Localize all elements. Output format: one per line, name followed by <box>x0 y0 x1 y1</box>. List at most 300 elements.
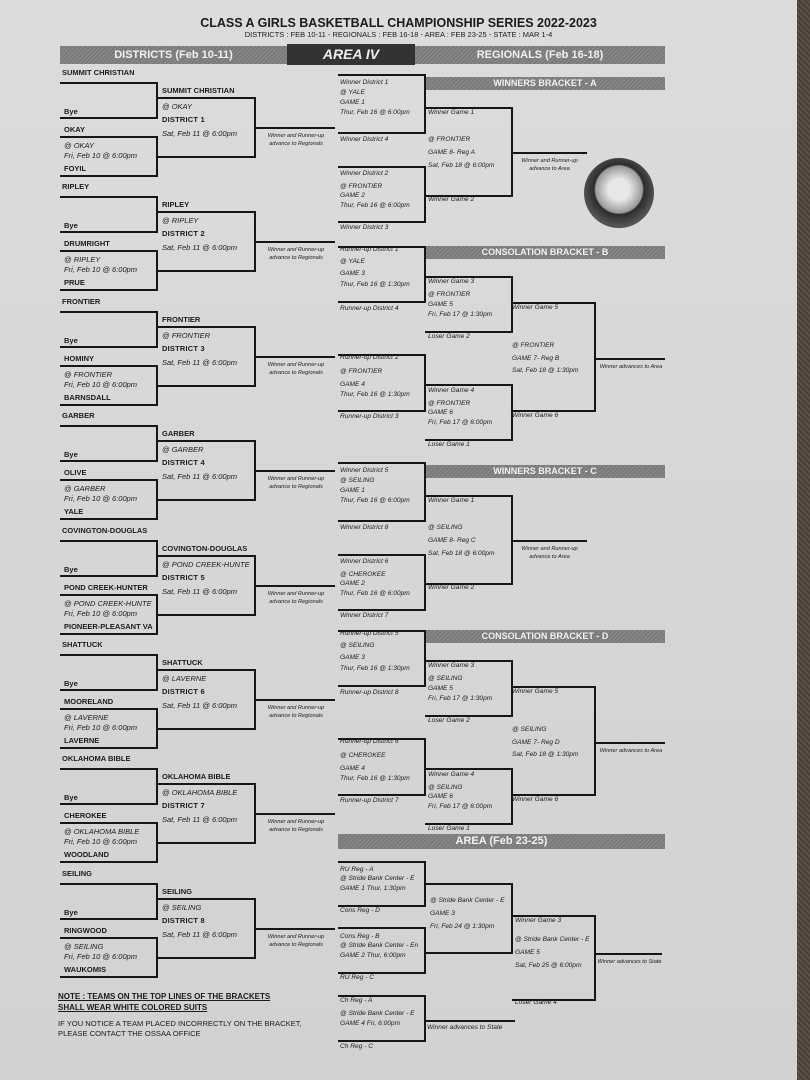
bracket-line <box>156 311 158 348</box>
area-game-4-top-slot: Ch Reg - A <box>340 997 373 1004</box>
game-host-site: @ GARBER <box>64 484 106 494</box>
first-round-team: SHATTUCK <box>62 640 103 649</box>
consolation-semi-b-host-site: @ FRONTIER <box>428 400 471 407</box>
bracket-line <box>338 520 425 522</box>
consolation-semi-b-game-label: GAME 6 <box>428 793 453 800</box>
bracket-line <box>338 861 425 863</box>
bracket-line <box>512 540 587 542</box>
consolation-game-a-bottom-slot: Runner-up District 8 <box>340 689 399 696</box>
bracket-line <box>424 630 426 687</box>
area-game-2-bottom-slot: RU Reg - C <box>340 974 375 981</box>
game-bottom-team: PRUE <box>64 278 85 288</box>
game-top-team: CHEROKEE <box>64 811 107 821</box>
ossaa-logo-seal <box>584 158 654 228</box>
bracket-line <box>425 952 512 954</box>
advance-note: Winner and Runner-up advance to Area <box>521 158 578 172</box>
bracket-line <box>157 211 255 213</box>
advance-note: Winner advances to Area <box>599 364 663 370</box>
game-top-team: DRUMRIGHT <box>64 239 110 249</box>
area-game-4-host-site: @ Stride Bank Center - E <box>340 1010 415 1017</box>
bracket-line <box>424 995 426 1042</box>
bracket-line <box>338 74 425 76</box>
contact-line-2: PLEASE CONTACT THE OSSAA OFFICE <box>58 1029 201 1038</box>
game-host-site: @ POND CREEK-HUNTE <box>64 598 152 608</box>
game-date: Fri, Feb 10 @ 6:00pm <box>64 494 138 504</box>
bracket-line <box>60 708 157 710</box>
area-game-5-host-site: @ Stride Bank Center - E <box>515 936 590 943</box>
game-bottom-team: FOYIL <box>64 164 87 173</box>
consolation-semi-a-game-label: GAME 5 <box>428 301 453 308</box>
advance-note: Winner advances to State <box>597 959 662 965</box>
bracket-line <box>255 356 335 358</box>
note-line-1: NOTE : TEAMS ON THE TOP LINES OF THE BRACKETS <box>58 992 271 1001</box>
consolation-game-a-top-slot: Runner-up District 1 <box>340 246 399 253</box>
bracket-line <box>157 614 255 616</box>
bracket-line <box>156 82 158 119</box>
bracket-line <box>255 127 335 129</box>
consolation-bracket-header: CONSOLATION BRACKET - B <box>425 246 665 259</box>
game-b-game-label: GAME 2 <box>340 192 365 199</box>
consolation-semi-a-date: Fri, Feb 17 @ 1:30pm <box>428 695 493 702</box>
consolation-semi-b-bottom-slot: Loser Game 1 <box>428 441 470 448</box>
consolation-semi-a-bottom-slot: Loser Game 2 <box>428 717 470 724</box>
district-final-date: Sat, Feb 11 @ 6:00pm <box>162 472 238 482</box>
bracket-line <box>60 883 157 885</box>
area-game-4-bottom-slot: Ch Reg - C <box>340 1043 373 1050</box>
consolation-game-b-game-label: GAME 4 <box>340 765 365 772</box>
game-host-site: @ OKAY <box>64 141 94 150</box>
first-round-team: SUMMIT CHRISTIAN <box>62 68 135 77</box>
bracket-line <box>594 915 596 1001</box>
game-a-host-site: @ SEILING <box>340 477 375 484</box>
bracket-line <box>424 246 426 303</box>
regional-final-bottom-slot: Winner Game 2 <box>428 196 475 203</box>
game-date: Fri, Feb 10 @ 6:00pm <box>64 151 138 160</box>
winners-bracket-header: WINNERS BRACKET - A <box>425 77 665 90</box>
game-a-top-slot: Winner District 5 <box>340 467 389 474</box>
first-round-team: OKLAHOMA BIBLE <box>62 754 131 764</box>
bracket-line <box>338 554 425 556</box>
game-host-site: @ OKLAHOMA BIBLE <box>64 827 140 837</box>
area-header: AREA (Feb 23-25) <box>338 834 665 849</box>
advance-note: Winner and Runner-up advance to Regionals <box>267 933 325 948</box>
consolation-game-b-top-slot: Runner-up District 2 <box>340 354 399 361</box>
game-bottom-team: LAVERNE <box>64 736 100 745</box>
consolation-final-game-label: GAME 7- Reg D <box>512 739 560 746</box>
bye-label: Bye <box>64 564 78 574</box>
bracket-line <box>338 132 425 134</box>
district-host-site: @ FRONTIER <box>162 330 211 340</box>
district-final-team: SEILING <box>162 886 193 896</box>
bye-label: Bye <box>64 221 78 231</box>
bracket-line <box>60 404 157 406</box>
bracket-line <box>255 470 335 472</box>
bracket-line <box>338 301 425 303</box>
district-final-team: GARBER <box>162 429 195 439</box>
consolation-semi-b-date: Fri, Feb 17 @ 6:00pm <box>428 803 493 810</box>
district-final-date: Sat, Feb 11 @ 6:00pm <box>162 357 238 367</box>
bracket-line <box>60 654 157 656</box>
game-a-host-site: @ YALE <box>340 89 365 96</box>
bracket-line <box>60 540 157 542</box>
district-host-site: @ SEILING <box>162 902 202 912</box>
advance-note: Winner and Runner-up advance to Area <box>521 546 578 560</box>
bracket-line <box>338 927 425 929</box>
game-b-bottom-slot: Winner District 7 <box>340 612 389 619</box>
consolation-final-date: Sat, Feb 18 @ 1:30pm <box>512 367 579 374</box>
districts-header: DISTRICTS (Feb 10-11) <box>60 46 287 64</box>
bye-label: Bye <box>64 450 78 460</box>
regional-final-host-site: @ SEILING <box>428 524 463 531</box>
bracket-line <box>60 689 157 691</box>
consolation-game-a-game-label: GAME 3 <box>340 654 365 661</box>
bracket-line <box>60 822 157 824</box>
consolation-semi-b-host-site: @ SEILING <box>428 784 463 791</box>
bracket-line <box>338 685 425 687</box>
game-b-date: Thur, Feb 16 @ 6:00pm <box>340 202 410 209</box>
bracket-line <box>157 156 255 158</box>
bracket-line <box>60 460 157 462</box>
game-top-team: MOORELAND <box>64 697 114 706</box>
bracket-line <box>60 425 157 427</box>
bracket-line <box>594 686 596 796</box>
advance-note: Winner and Runner-up advance to Regionals <box>267 590 325 605</box>
advance-note: Winner and Runner-up advance to Regionals <box>267 133 325 147</box>
advance-note: Winner and Runner-up advance to Regionals <box>267 247 325 262</box>
area-game-2-top-slot: Cons Reg - B <box>340 933 380 940</box>
game-date: Fri, Feb 10 @ 6:00pm <box>64 837 138 847</box>
district-label: DISTRICT 6 <box>162 687 205 696</box>
district-host-site: @ LAVERNE <box>162 674 207 683</box>
bracket-line <box>60 365 157 367</box>
bracket-line <box>157 440 255 442</box>
game-top-team: OLIVE <box>64 468 87 478</box>
area-game-5-date: Sat, Feb 25 @ 6:00pm <box>515 962 582 969</box>
area-game-3-game-label: GAME 3 <box>430 910 455 917</box>
bracket-line <box>60 575 157 577</box>
area-game-3-host-site: @ Stride Bank Center - E <box>430 897 505 904</box>
regional-final-game-label: GAME 8- Reg C <box>428 537 476 544</box>
regional-final-bottom-slot: Winner Game 2 <box>428 584 475 591</box>
game-bottom-team: BARNSDALL <box>64 392 111 402</box>
area-game-5-game-label: GAME 5 <box>515 949 540 956</box>
consolation-semi-a-game-label: GAME 5 <box>428 685 453 692</box>
bracket-line <box>60 918 157 920</box>
bracket-line <box>156 768 158 805</box>
consolation-game-b-game-label: GAME 4 <box>340 381 365 388</box>
game-a-top-slot: Winner District 1 <box>340 79 389 86</box>
district-final-team: SUMMIT CHRISTIAN <box>162 86 235 95</box>
game-date: Fri, Feb 10 @ 6:00pm <box>64 723 138 732</box>
bracket-line <box>157 669 255 671</box>
area-game-1-top-slot: RU Reg - A <box>340 866 374 873</box>
area-game-3-date: Fri, Feb 24 @ 1:30pm <box>430 923 495 930</box>
bracket-line <box>60 175 157 177</box>
district-label: DISTRICT 5 <box>162 572 205 582</box>
bracket-line <box>255 241 335 243</box>
bracket-line <box>157 783 255 785</box>
game-date: Fri, Feb 10 @ 6:00pm <box>64 379 138 389</box>
bracket-line <box>156 883 158 920</box>
district-label: DISTRICT 8 <box>162 915 205 925</box>
bracket-line <box>157 499 255 501</box>
regional-final-date: Sat, Feb 18 @ 6:00pm <box>428 162 495 169</box>
district-label: DISTRICT 1 <box>162 115 205 124</box>
regional-final-date: Sat, Feb 18 @ 6:00pm <box>428 550 495 557</box>
district-host-site: @ OKLAHOMA BIBLE <box>162 788 238 798</box>
game-b-date: Thur, Feb 16 @ 6:00pm <box>340 590 410 597</box>
bracket-line <box>60 231 157 233</box>
bracket-line <box>60 117 157 119</box>
game-a-bottom-slot: Winner District 8 <box>340 524 389 531</box>
background-table-edge <box>797 0 810 1080</box>
district-final-team: COVINGTON-DOUGLAS <box>162 543 248 553</box>
game-a-date: Thur, Feb 16 @ 6:00pm <box>340 109 410 116</box>
bracket-line <box>156 540 158 577</box>
bye-label: Bye <box>64 907 78 917</box>
consolation-semi-a-host-site: @ SEILING <box>428 675 463 682</box>
bracket-line <box>60 518 157 520</box>
bracket-line <box>424 927 426 974</box>
consolation-semi-b-top-slot: Winner Game 4 <box>428 387 475 394</box>
advance-note: Winner and Runner-up advance to Regionals <box>267 819 325 834</box>
bracket-line <box>425 883 512 885</box>
bracket-line <box>424 354 426 412</box>
game-bottom-team: WOODLAND <box>64 850 109 860</box>
consolation-final-bottom-slot: Winner Game 6 <box>512 412 559 419</box>
district-final-date: Sat, Feb 11 @ 6:00pm <box>162 815 238 825</box>
district-final-date: Sat, Feb 11 @ 6:00pm <box>162 129 238 138</box>
bracket-line <box>60 937 157 939</box>
game-b-game-label: GAME 2 <box>340 580 365 587</box>
bracket-line <box>60 250 157 252</box>
consolation-final-top-slot: Winner Game 5 <box>512 304 559 311</box>
regionals-header: REGIONALS (Feb 16-18) <box>415 46 665 64</box>
consolation-semi-b-date: Fri, Feb 17 @ 6:00pm <box>428 419 493 426</box>
bracket-line <box>60 861 157 863</box>
consolation-game-b-bottom-slot: Runner-up District 3 <box>340 413 399 420</box>
bracket-line <box>60 803 157 805</box>
bracket-line <box>255 813 335 815</box>
note-line-2: SHALL WEAR WHITE COLORED SUITS <box>58 1003 208 1012</box>
bracket-line <box>156 196 158 233</box>
schedule-subtitle: DISTRICTS : FEB 10-11 - REGIONALS : FEB 16-18 - AREA : FEB 23-25 - STATE : MAR 1-4 <box>244 30 553 39</box>
district-final-date: Sat, Feb 11 @ 6:00pm <box>162 586 238 596</box>
area-game-1-host-site: @ Stride Bank Center - E <box>340 875 415 882</box>
consolation-semi-b-game-label: GAME 6 <box>428 409 453 416</box>
area-game-1-bottom-slot: Cons Reg - D <box>340 907 380 914</box>
bracket-line <box>425 1020 515 1022</box>
consolation-semi-a-host-site: @ FRONTIER <box>428 291 471 298</box>
bracket-line <box>157 842 255 844</box>
game-b-top-slot: Winner District 2 <box>340 170 389 177</box>
consolation-final-host-site: @ FRONTIER <box>512 342 555 349</box>
area-title: AREA IV <box>287 44 415 65</box>
game-a-bottom-slot: Winner District 4 <box>340 136 389 143</box>
advance-note: Winner advances to Area <box>599 748 663 754</box>
consolation-game-a-game-label: GAME 3 <box>340 270 365 277</box>
bracket-line <box>338 166 425 168</box>
contact-line-1: IF YOU NOTICE A TEAM PLACED INCORRECTLY ON THE BRACKET, <box>58 1019 302 1028</box>
district-host-site: @ GARBER <box>162 445 204 455</box>
advance-note: Winner and Runner-up advance to Regionals <box>267 361 325 376</box>
bracket-line <box>60 82 157 84</box>
district-host-site: @ POND CREEK-HUNTE <box>162 559 250 569</box>
bracket-line <box>157 728 255 730</box>
consolation-final-bottom-slot: Winner Game 6 <box>512 796 559 803</box>
first-round-team: FRONTIER <box>62 296 101 306</box>
consolation-semi-a-date: Fri, Feb 17 @ 1:30pm <box>428 311 493 318</box>
bracket-line <box>157 326 255 328</box>
consolation-game-a-date: Thur, Feb 16 @ 1:30pm <box>340 281 410 288</box>
district-label: DISTRICT 7 <box>162 801 205 811</box>
game-host-site: @ FRONTIER <box>64 369 113 379</box>
game-a-game-label: GAME 1 <box>340 99 365 106</box>
bracket-line <box>338 462 425 464</box>
district-final-date: Sat, Feb 11 @ 6:00pm <box>162 701 238 710</box>
first-round-team: COVINGTON-DOUGLAS <box>62 525 148 535</box>
district-host-site: @ RIPLEY <box>162 216 199 226</box>
consolation-game-b-date: Thur, Feb 16 @ 1:30pm <box>340 391 410 398</box>
bracket-line <box>157 270 255 272</box>
area-game-4-game-label: GAME 4 Fri, 6:00pm <box>340 1020 401 1027</box>
game-top-team: HOMINY <box>64 353 94 363</box>
bracket-line <box>255 699 335 701</box>
area-game-5-top-slot: Winner Game 3 <box>515 917 562 924</box>
area-game-2-game-label: GAME 2 Thur, 6:00pm <box>340 952 406 959</box>
bracket-line <box>424 738 426 796</box>
consolation-game-b-host-site: @ FRONTIER <box>340 368 383 375</box>
bracket-line <box>512 152 587 154</box>
consolation-game-a-host-site: @ YALE <box>340 258 365 265</box>
bracket-line <box>60 747 157 749</box>
regional-final-top-slot: Winner Game 1 <box>428 497 475 504</box>
bye-label: Bye <box>64 679 78 688</box>
game-host-site: @ RIPLEY <box>64 255 101 265</box>
game-host-site: @ SEILING <box>64 941 104 951</box>
consolation-game-b-top-slot: Runner-up District 6 <box>340 738 399 745</box>
first-round-team: SEILING <box>62 868 93 878</box>
bracket-line <box>156 425 158 462</box>
bracket-line <box>60 594 157 596</box>
advance-note: Winner advances to State <box>427 1024 503 1031</box>
game-bottom-team: YALE <box>64 507 84 517</box>
district-label: DISTRICT 4 <box>162 458 205 468</box>
bracket-line <box>157 97 255 99</box>
district-final-date: Sat, Feb 11 @ 6:00pm <box>162 243 238 253</box>
district-final-team: OKLAHOMA BIBLE <box>162 772 231 782</box>
area-game-2-host-site: @ Stride Bank Center - En <box>340 942 419 949</box>
bracket-line <box>60 311 157 313</box>
bracket-line <box>60 976 157 978</box>
game-top-team: OKAY <box>64 125 85 134</box>
consolation-semi-a-top-slot: Winner Game 3 <box>428 662 475 669</box>
bracket-line <box>60 289 157 291</box>
game-b-host-site: @ CHEROKEE <box>340 571 386 578</box>
bracket-line <box>157 957 255 959</box>
game-date: Fri, Feb 10 @ 6:00pm <box>64 265 138 275</box>
district-label: DISTRICT 3 <box>162 343 205 353</box>
consolation-game-b-date: Thur, Feb 16 @ 1:30pm <box>340 775 410 782</box>
game-b-bottom-slot: Winner District 3 <box>340 224 389 231</box>
game-host-site: @ LAVERNE <box>64 713 109 722</box>
game-top-team: RINGWOOD <box>64 925 107 935</box>
consolation-game-a-date: Thur, Feb 16 @ 1:30pm <box>340 665 410 672</box>
bracket-line <box>157 385 255 387</box>
bracket-line <box>157 555 255 557</box>
consolation-game-a-top-slot: Runner-up District 5 <box>340 630 399 637</box>
district-final-team: FRONTIER <box>162 314 201 324</box>
consolation-semi-b-top-slot: Winner Game 4 <box>428 771 475 778</box>
consolation-final-date: Sat, Feb 18 @ 1:30pm <box>512 751 579 758</box>
bracket-line <box>157 898 255 900</box>
bracket-line <box>424 462 426 522</box>
district-final-team: SHATTUCK <box>162 658 203 667</box>
game-date: Fri, Feb 10 @ 6:00pm <box>64 951 138 961</box>
game-a-game-label: GAME 1 <box>340 487 365 494</box>
page-title: CLASS A GIRLS BASKETBALL CHAMPIONSHIP SERIES 2022-2023 <box>200 16 597 30</box>
game-b-host-site: @ FRONTIER <box>340 183 383 190</box>
area-game-1-game-label: GAME 1 Thur, 1:30pm <box>340 885 406 892</box>
consolation-final-game-label: GAME 7- Reg B <box>512 355 560 362</box>
bracket-line <box>60 479 157 481</box>
bracket-line <box>595 742 665 744</box>
first-round-team: RIPLEY <box>62 182 90 192</box>
consolation-game-a-host-site: @ SEILING <box>340 642 375 649</box>
consolation-semi-a-bottom-slot: Loser Game 2 <box>428 333 470 340</box>
district-label: DISTRICT 2 <box>162 229 205 239</box>
district-final-date: Sat, Feb 11 @ 6:00pm <box>162 929 238 939</box>
game-bottom-team: WAUKOMIS <box>64 964 107 974</box>
bracket-line <box>424 74 426 134</box>
bracket-line <box>255 585 335 587</box>
bracket-line <box>595 953 662 955</box>
bracket-line <box>60 768 157 770</box>
bye-label: Bye <box>64 335 78 345</box>
game-b-top-slot: Winner District 6 <box>340 558 389 565</box>
regional-final-game-label: GAME 8- Reg A <box>428 149 476 156</box>
consolation-final-host-site: @ SEILING <box>512 726 547 733</box>
bracket-line <box>60 136 157 138</box>
advance-note: Winner and Runner-up advance to Regionals <box>267 476 325 491</box>
consolation-game-b-host-site: @ CHEROKEE <box>340 752 386 759</box>
bracket-line <box>60 633 157 635</box>
area-game-5-bottom-slot: Loser Game 4 <box>515 999 557 1006</box>
bracket-line <box>156 654 158 691</box>
bye-label: Bye <box>64 107 78 116</box>
consolation-game-b-bottom-slot: Runner-up District 7 <box>340 797 399 804</box>
bracket-line <box>60 196 157 198</box>
regional-final-top-slot: Winner Game 1 <box>428 109 475 116</box>
regional-final-host-site: @ FRONTIER <box>428 136 471 143</box>
bracket-line <box>595 358 665 360</box>
game-top-team: POND CREEK-HUNTER <box>64 582 148 592</box>
consolation-semi-b-bottom-slot: Loser Game 1 <box>428 825 470 832</box>
winners-bracket-header: WINNERS BRACKET - C <box>425 465 665 478</box>
consolation-game-a-bottom-slot: Runner-up District 4 <box>340 305 399 312</box>
advance-note: Winner and Runner-up advance to Regionals <box>267 705 325 719</box>
first-round-team: GARBER <box>62 411 95 421</box>
bracket-line <box>594 302 596 412</box>
consolation-semi-a-top-slot: Winner Game 3 <box>428 278 475 285</box>
district-final-team: RIPLEY <box>162 200 190 210</box>
bracket-line <box>511 883 513 954</box>
game-date: Fri, Feb 10 @ 6:00pm <box>64 608 138 618</box>
bracket-line <box>60 346 157 348</box>
game-bottom-team: PIONEER-PLEASANT VA <box>64 621 153 631</box>
bracket-line <box>255 928 335 930</box>
district-host-site: @ OKAY <box>162 102 192 111</box>
